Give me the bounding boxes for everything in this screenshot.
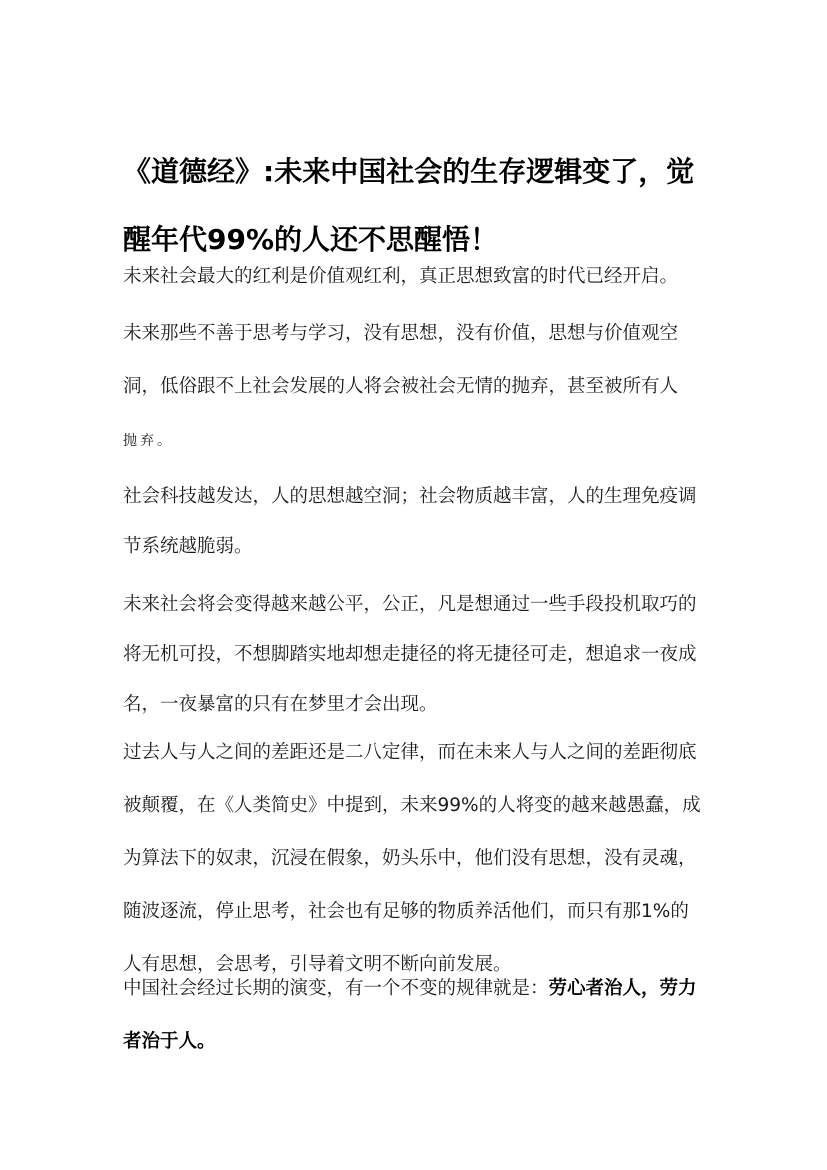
paragraph-2-text: 未来那些不善于思考与学习，没有思想，没有价值，思想与价值观空洞，低俗跟不上社会发展的人将会被社会无情的抛弃，甚至被所有人 [123,323,679,397]
paragraph-6 [123,962,705,1068]
paragraph-2-tail: 抛弃。 [123,433,174,449]
paragraph-6-emphasis: 劳心者治人，劳力者治于人。 [123,978,697,1052]
paragraph-3: 社会科技越发达，人的思想越空洞；社会物质越丰富，人的生理免疫调节系统越脆弱。 [123,486,697,557]
paragraph-6-text: 中国社会经过长期的演变，有一个不变的规律就是： [123,978,549,999]
paragraph-1: 未来社会最大的红利是价值观红利，真正思想致富的时代已经开启。 [123,266,679,287]
paragraph-4: 未来社会将会变得越来越公平，公正，凡是想通过一些手段投机取巧的将无机可投，不想脚踏实地却想走捷径的将无捷径可走，想追求一夜成名，一夜暴富的只有在梦里才会出现。 [123,594,697,715]
paragraph-2 [123,307,705,468]
paragraph-5: 过去人与人之间的差距还是二八定律，而在未来人与人之间的差距彻底被颠覆，在《人类简史》中提到，未来99%的人将变的越来越愚蠢，成为算法下的奴隶，沉浸在假象，奶头乐中，他们没有思想，没有灵魂，随波逐流，停止思考，社会也有足够的物质养活他们，而只有那1%的人有思想，会思考，引导着文明不断向前发展。 [123,742,701,975]
article-title: 《道德经》:未来中国社会的生存逻辑变了，觉醒年代99%的人还不思醒悟！ [123,155,695,256]
